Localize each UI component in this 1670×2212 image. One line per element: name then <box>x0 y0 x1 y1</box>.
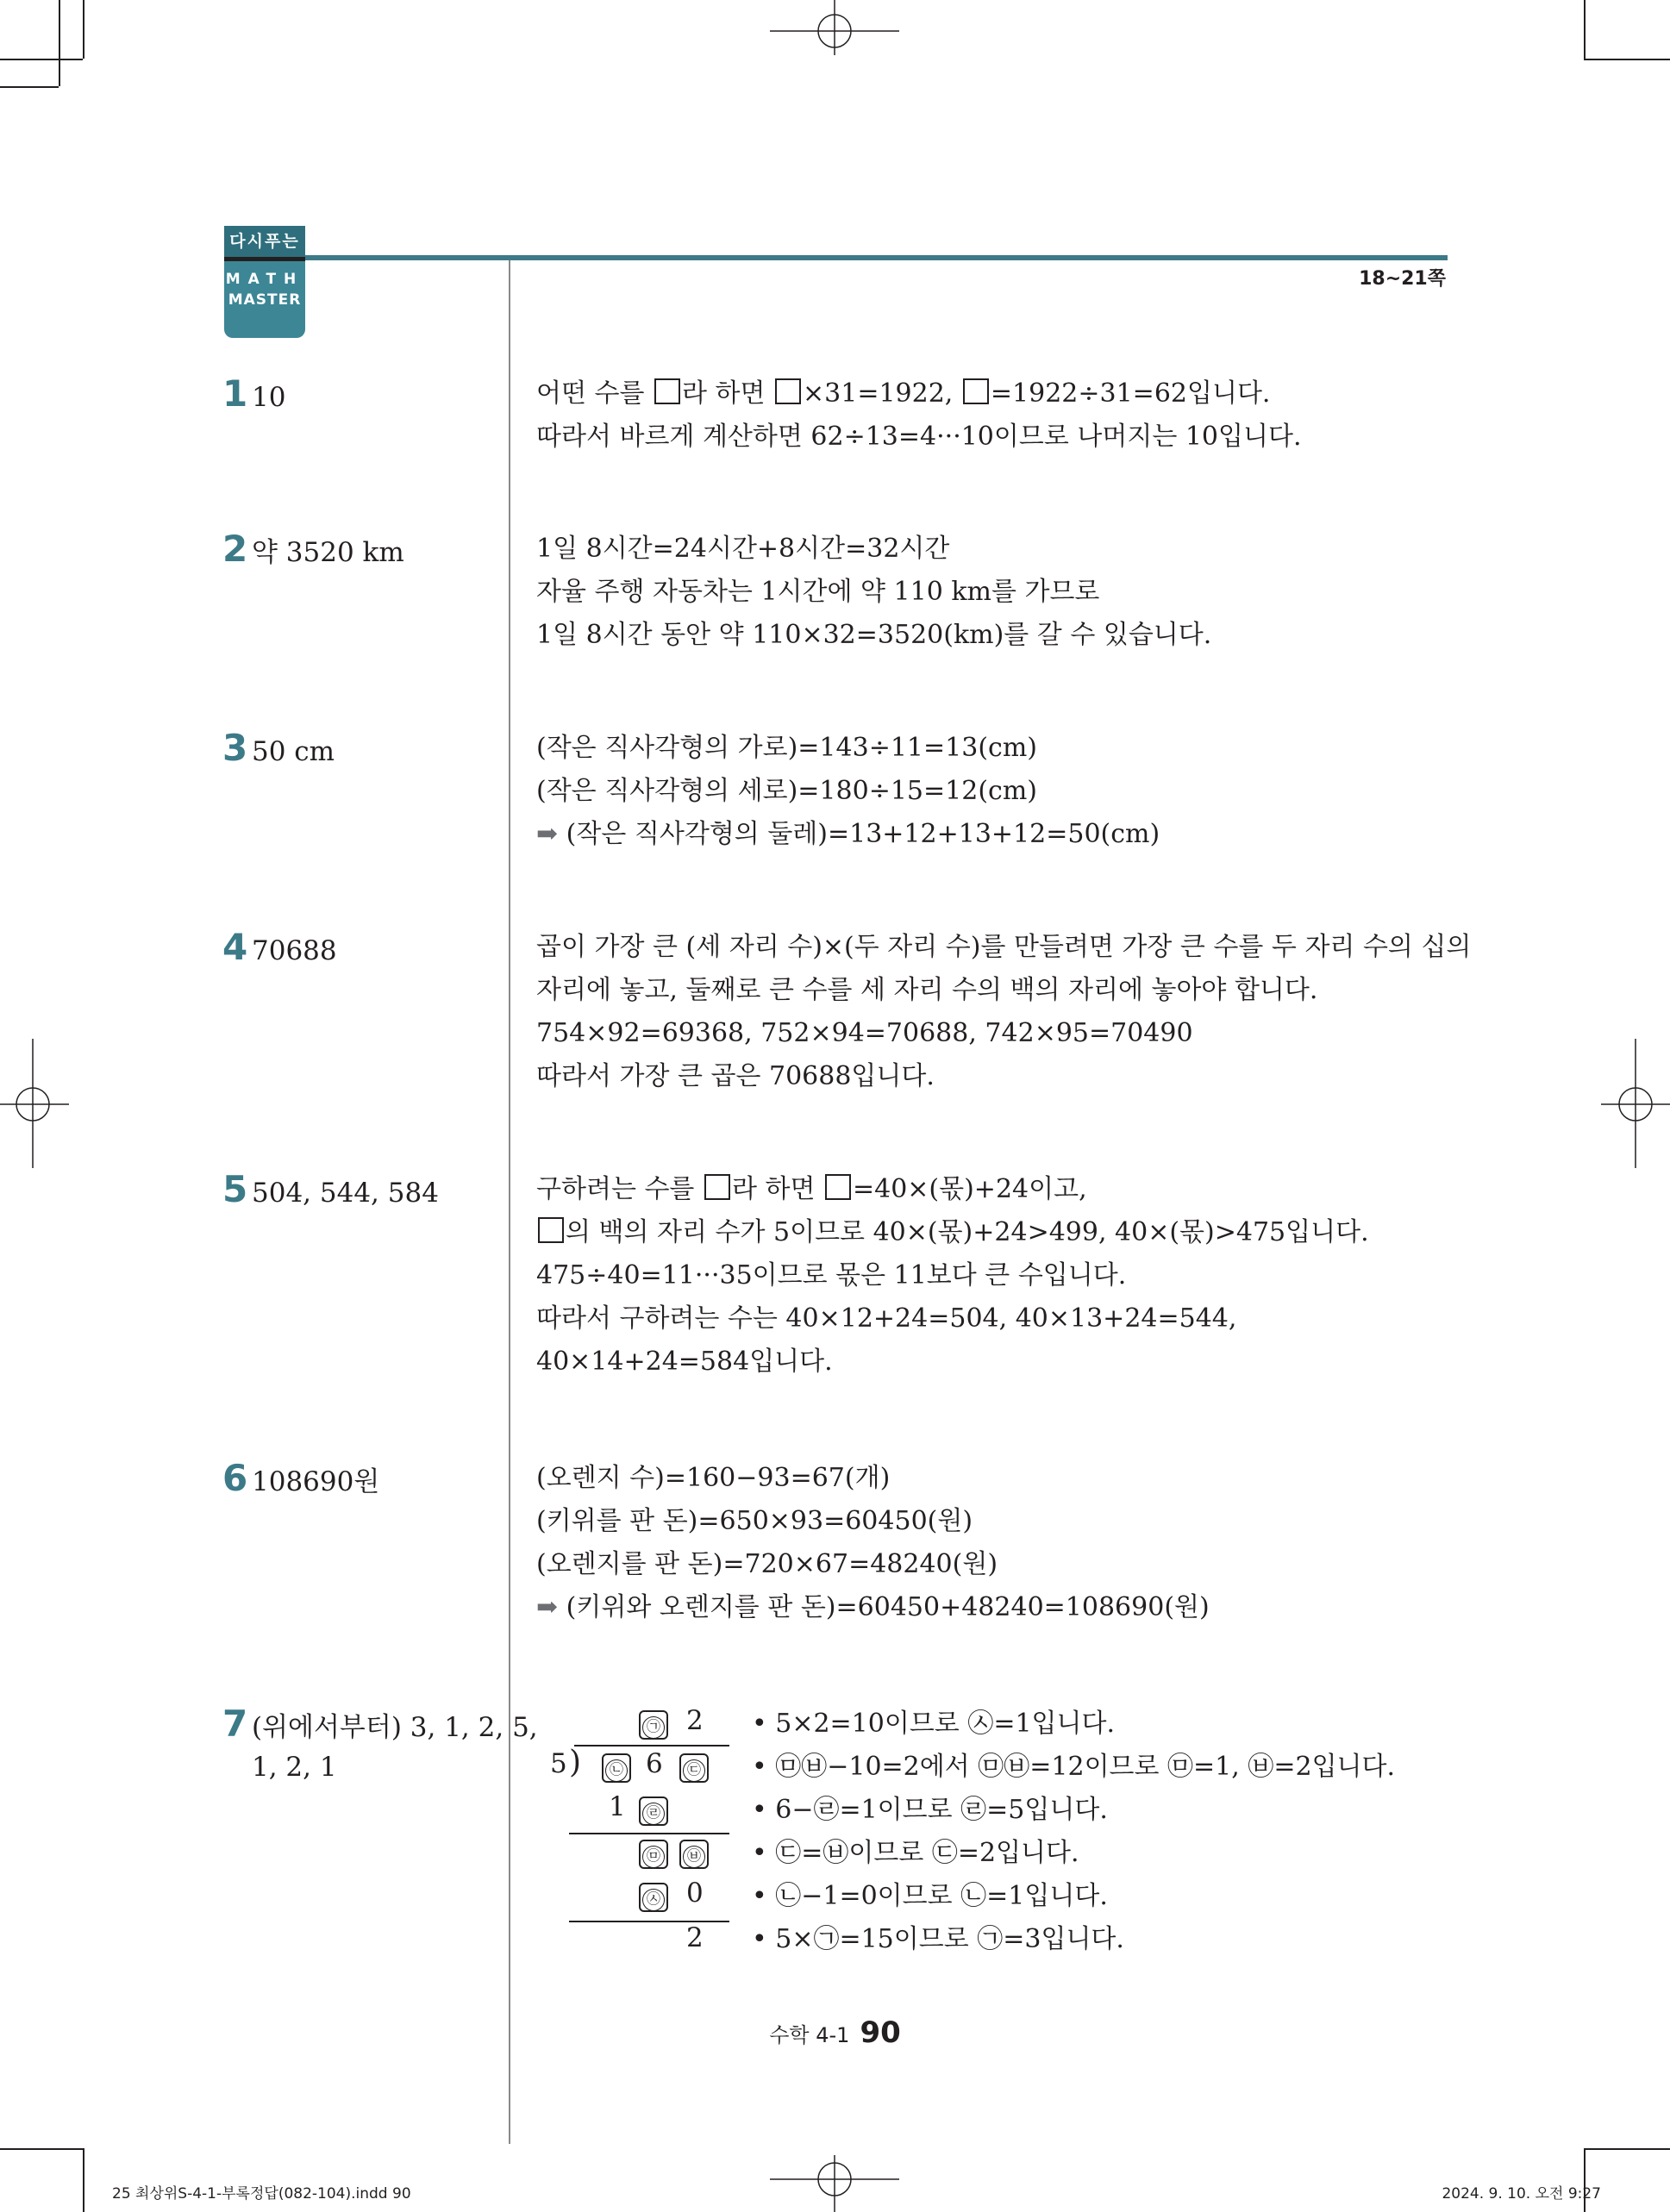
digit: 2 <box>686 1705 704 1736</box>
question-number: 3 <box>222 727 248 769</box>
crop-mark <box>1584 59 1670 60</box>
bullet-item: • ㉢=㉥이므로 ㉢=2입니다. <box>752 1838 1079 1868</box>
question-answer: 10 <box>252 382 286 413</box>
blank-box <box>704 1174 730 1200</box>
print-footer-file: 25 최상위S-4-1-부록정답(082-104).indd 90 <box>112 2185 411 2203</box>
explanation-line: 어떤 수를 라 하면 ×31=1922, =1922÷31=62입니다. <box>536 378 1271 409</box>
page-number <box>0 2015 1670 2050</box>
digit: 2 <box>686 1922 704 1953</box>
division-rule <box>569 1833 729 1834</box>
explanation-line: 자리에 놓고, 둘째로 큰 수를 세 자리 수의 백의 자리에 놓아야 합니다. <box>536 975 1318 1005</box>
digit-box: ㉠ <box>639 1710 668 1740</box>
crop-mark <box>0 2148 83 2150</box>
explanation-line: ➡ (작은 직사각형의 둘레)=13+12+13+12=50(cm) <box>536 819 1160 849</box>
page-range: 18~21쪽 <box>1359 268 1446 290</box>
question-number: 2 <box>222 528 248 570</box>
explanation-line: 의 백의 자리 수가 5이므로 40×(몫)+24>499, 40×(몫)>475입니다. <box>536 1211 1450 1254</box>
question-number: 1 <box>222 372 248 415</box>
registration-mark-left <box>0 1039 69 1168</box>
division-rule <box>569 1921 729 1922</box>
arrow-icon: ➡ <box>536 1592 559 1622</box>
crop-mark <box>1584 2148 1670 2150</box>
blank-box <box>963 378 989 404</box>
question-answer: 약 3520 km <box>252 537 404 568</box>
explanation-line: 475÷40=11···35이므로 몫은 11보다 큰 수입니다. <box>536 1260 1127 1290</box>
explanation-bullets <box>752 1703 1666 1961</box>
arrow-icon: ➡ <box>536 819 559 849</box>
question-answer: 70688 <box>252 935 337 966</box>
explanation-line: 40×14+24=584입니다. <box>536 1347 833 1377</box>
explanation-line: 754×92=69368, 752×94=70688, 742×95=70490 <box>536 1018 1193 1048</box>
crop-mark <box>59 0 60 86</box>
print-footer-date: 2024. 9. 10. 오전 9:27 <box>1442 2185 1601 2203</box>
badge-master: MASTER <box>228 291 302 309</box>
question-5 <box>222 1168 439 1215</box>
explanation-line: 구하려는 수를 라 하면 =40×(몫)+24이고, <box>536 1174 1087 1204</box>
page-subject: 수학 4-1 <box>769 2023 850 2047</box>
column-divider <box>509 260 510 2144</box>
explanation-line: 1일 8시간=24시간+8시간=32시간 <box>536 534 950 564</box>
bullet-item: • 6−㉣=1이므로 ㉣=5입니다. <box>752 1795 1108 1825</box>
question-answer-cont: 1, 2, 1 <box>252 1752 337 1783</box>
explanation-line: 자율 주행 자동차는 1시간에 약 110 km를 가므로 <box>536 577 1100 607</box>
badge-header <box>224 226 305 257</box>
explanation <box>536 926 1472 1098</box>
crop-mark <box>0 86 59 88</box>
crop-mark <box>83 0 84 59</box>
explanation-line: (오렌지를 판 돈)=720×67=48240(원) <box>536 1549 998 1579</box>
question-1 <box>222 372 285 419</box>
question-2 <box>222 528 404 574</box>
badge-label: 다시푸는 <box>229 232 300 251</box>
badge-math: MATH <box>225 271 304 288</box>
blank-box <box>825 1174 851 1200</box>
explanation-line: ➡ (키위와 오렌지를 판 돈)=60450+48240=108690(원) <box>536 1592 1210 1622</box>
question-answer: (위에서부터) 3, 1, 2, 5, <box>252 1712 538 1743</box>
digit-box: ㉤ <box>639 1840 668 1869</box>
question-3 <box>222 727 335 773</box>
registration-mark-right <box>1601 1039 1670 1168</box>
question-7 <box>222 1703 538 1749</box>
explanation-line: (오렌지 수)=160−93=67(개) <box>536 1463 891 1493</box>
question-number: 7 <box>222 1703 248 1745</box>
header-rule <box>305 255 1448 260</box>
explanation-line: 곱이 가장 큰 (세 자리 수)×(두 자리 수)를 만들려면 가장 큰 수를 두 자리 수의 십의 <box>536 932 1472 962</box>
digit-box: ㉦ <box>639 1883 668 1912</box>
explanation <box>536 1168 1450 1384</box>
explanation <box>536 528 1450 657</box>
question-answer: 504, 544, 584 <box>252 1178 439 1209</box>
explanation <box>536 727 1450 856</box>
explanation-line: 따라서 바르게 계산하면 62÷13=4···10이므로 나머지는 10입니다. <box>536 422 1302 452</box>
crop-mark <box>1584 0 1586 59</box>
explanation-line: (작은 직사각형의 세로)=180÷15=12(cm) <box>536 776 1037 806</box>
registration-mark-top <box>770 0 899 60</box>
question-answer: 108690원 <box>252 1466 380 1497</box>
divisor: 5 <box>550 1748 567 1779</box>
question-6 <box>222 1457 379 1503</box>
explanation-line: 1일 8시간 동안 약 110×32=3520(km)를 갈 수 있습니다. <box>536 620 1212 650</box>
explanation-line: 따라서 구하려는 수는 40×12+24=504, 40×13+24=544, <box>536 1303 1237 1334</box>
digit-box: ㉣ <box>639 1796 668 1826</box>
bullet-item: • ㉡−1=0이므로 ㉡=1입니다. <box>752 1881 1108 1911</box>
question-number: 5 <box>222 1168 248 1210</box>
explanation <box>536 1457 1450 1629</box>
header-rule-dark <box>224 257 305 261</box>
bullet-item: • ㉤㉥−10=2에서 ㉤㉥=12이므로 ㉤=1, ㉥=2입니다. <box>752 1752 1396 1782</box>
question-answer: 50 cm <box>252 736 335 767</box>
question-number: 4 <box>222 926 248 968</box>
page-num: 90 <box>860 2015 901 2050</box>
digit: 0 <box>686 1878 704 1909</box>
question-4 <box>222 926 337 972</box>
division-bracket: ) <box>569 1745 582 1780</box>
explanation <box>536 372 1450 459</box>
blank-box <box>538 1217 564 1243</box>
registration-mark-bottom <box>770 2152 899 2212</box>
explanation-line: 따라서 가장 큰 곱은 70688입니다. <box>536 1061 935 1091</box>
explanation-line: (작은 직사각형의 가로)=143÷11=13(cm) <box>536 733 1037 763</box>
badge-title <box>224 269 305 310</box>
digit-box: ㉡ <box>602 1753 631 1783</box>
digit-box: ㉢ <box>679 1753 709 1783</box>
blank-box <box>775 378 801 404</box>
bullet-item: • 5×2=10이므로 ㉦=1입니다. <box>752 1709 1116 1739</box>
digit: 6 <box>646 1748 663 1779</box>
explanation-line: (키위를 판 돈)=650×93=60450(원) <box>536 1506 973 1536</box>
blank-box <box>654 378 680 404</box>
question-number: 6 <box>222 1457 248 1499</box>
digit-box: ㉥ <box>679 1840 709 1869</box>
digit: 1 <box>609 1791 626 1822</box>
division-rule <box>574 1745 729 1746</box>
bullet-item: • 5×㉠=15이므로 ㉠=3입니다. <box>752 1924 1124 1954</box>
crop-mark <box>0 59 83 60</box>
crop-mark <box>83 2148 84 2212</box>
